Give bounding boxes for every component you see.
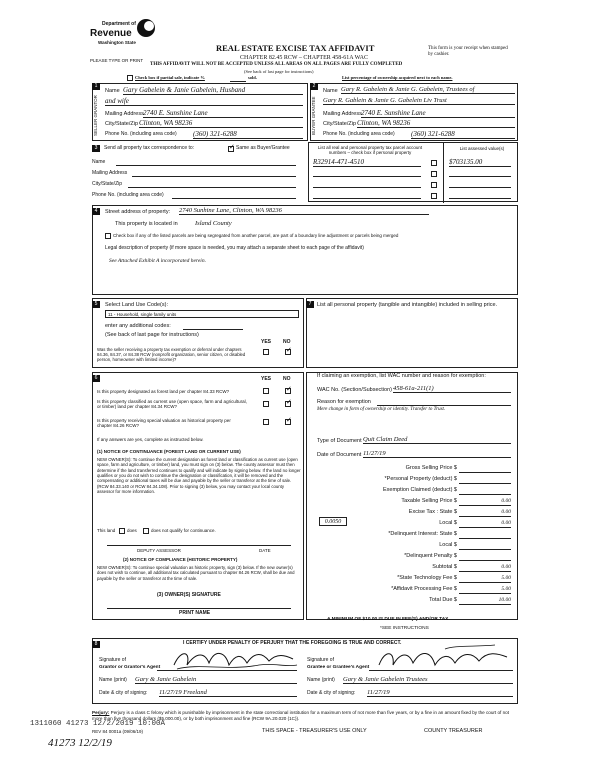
personal-property-checkbox-2[interactable] <box>431 171 437 177</box>
yes-header: YES <box>261 339 272 345</box>
section-7-number: 7 <box>306 301 314 308</box>
historic-no-checkbox[interactable] <box>285 419 291 425</box>
tax-line-label: *Personal Property (deduct) $ <box>384 476 457 482</box>
notice-2-body: NEW OWNER(S): To continue special valuation as historic property, sign (3) below. If the new owner(s) does not wish to continue, all additional tax calculated pursuant to chapter 84.26 RCW, shall be due and payable by the seller or transferor at the time of sale. <box>97 565 295 581</box>
section-4-property <box>92 205 518 295</box>
tax-line-label: *Delinquent Penalty $ <box>404 553 457 559</box>
section-6-number: 6 <box>92 375 100 382</box>
street-address-field[interactable]: 2740 Sunhine Lane, Clinton, WA 98236 <box>179 207 429 215</box>
doc-date-field[interactable]: 11/27/19 <box>363 450 511 458</box>
section-3-correspondence <box>92 143 518 203</box>
partial-sale-label: Check box if partial sale, indicate % <box>135 75 205 80</box>
tax-line-value[interactable]: 5.00 <box>459 586 511 594</box>
tax-line-value[interactable]: 0.00 <box>459 564 511 572</box>
tax-line-label: Total Due $ <box>429 597 457 603</box>
exemption-yes-checkbox[interactable] <box>263 349 269 355</box>
buyer-side-label: BUYER GRANTEE <box>311 96 316 136</box>
form-chapter: CHAPTER 82.45 RCW – CHAPTER 458-61A WAC <box>240 55 368 61</box>
reason-line[interactable] <box>377 405 511 406</box>
seller-phone-label: Phone No. (including area code) <box>105 131 177 137</box>
form-warning: THIS AFFIDAVIT WILL NOT BE ACCEPTED UNLESS ALL AREAS ON ALL PAGES ARE FULLY COMPLETED <box>150 62 403 67</box>
land-does-not-checkbox[interactable] <box>143 528 149 534</box>
grantor-name-field[interactable]: Gary & Janie Gabelein <box>135 676 297 684</box>
partial-sale-sold: sold. <box>248 75 257 80</box>
owner-signature-line[interactable] <box>107 608 291 609</box>
tax-line-value[interactable] <box>459 553 511 561</box>
land-does-not-label: does not qualify for continuance. <box>151 528 216 533</box>
logo-dept: Department of <box>102 21 136 27</box>
section-8-tax <box>306 372 518 620</box>
correspondence-phone[interactable] <box>172 198 296 199</box>
see-instructions-note: *SEE INSTRUCTIONS <box>380 626 429 631</box>
no-header-6: NO <box>283 376 291 382</box>
tax-line-label: Local $ <box>439 542 457 548</box>
tax-line-label: Local $ <box>439 520 457 526</box>
assessed-value-3[interactable] <box>449 187 511 188</box>
reason-label: Reason for exemption <box>317 399 371 405</box>
tax-line <box>307 597 519 609</box>
grantee-sig-label: Signature of <box>307 657 334 663</box>
tax-line-label: Taxable Selling Price $ <box>401 498 457 504</box>
notice-1-body: NEW OWNER(S): To continue the current designation as forest land or classification as current use (open space, farm and agriculture, or timber) land, you must sign on (3) below. The county assessor must then determine if the land transferred continues to qualify and will indicate by signing below. If the land no longer qualifies or you do not wish to continue the designation or classification, it will be removed and the compensating or additional taxes will be due and payable by the seller or transferor at the time of sale. (RCW 84.33.140 or RCW 84.34.108). Prior to signing (3) below, you may contact your local county assessor for more information. <box>97 457 301 495</box>
current-use-yes-checkbox[interactable] <box>263 401 269 407</box>
doc-type-field[interactable]: Quit Claim Deed <box>363 436 511 444</box>
located-label: This property is located in <box>115 221 178 227</box>
tax-line-value[interactable]: 0.00 <box>459 509 511 517</box>
parcel-table <box>308 142 518 202</box>
seller-name-label: Name <box>105 88 120 94</box>
forest-land-question: Is this property designated as forest land per chapter 84.33 RCW? <box>97 389 230 394</box>
grantor-sig-label: Signature of <box>99 657 126 663</box>
grantor-date-field[interactable]: 11/27/19 Freeland <box>159 689 297 697</box>
grantee-name-label: Name (print) <box>307 677 335 683</box>
grantor-signature-image <box>169 645 299 675</box>
buyer-city-field[interactable]: Clinton, WA 98236 <box>357 119 515 128</box>
logo-state: Washington State <box>98 40 136 45</box>
buyer-phone-label: Phone No. (including area code) <box>323 131 395 137</box>
personal-property-checkbox-3[interactable] <box>431 182 437 188</box>
buyer-city-label: City/State/Zip <box>323 121 357 127</box>
same-as-buyer-label: Same as Buyer/Grantee <box>236 145 290 151</box>
parcel-number-4[interactable] <box>313 198 421 199</box>
current-use-no-checkbox[interactable] <box>285 401 291 407</box>
no-header: NO <box>283 339 291 345</box>
tax-line-label: *State Technology Fee $ <box>397 575 457 581</box>
tax-line-value[interactable] <box>459 476 511 484</box>
buyer-name-field[interactable]: Gary R. Gabelein & Janie G. Gabelein, Trustees of <box>341 86 515 94</box>
section-6-designation <box>92 372 304 620</box>
tax-line-value[interactable]: 5.00 <box>459 575 511 583</box>
grantor-name-label: Name (print) <box>99 677 127 683</box>
form-revision: REV 84 0001a (09/06/19) <box>92 729 144 734</box>
section-4-number: 4 <box>92 208 100 215</box>
seller-name-field[interactable]: Gary Gabelein & Janie Gabelein, Husband <box>123 86 303 95</box>
logo <box>88 18 158 48</box>
assessed-value-2[interactable] <box>449 176 511 177</box>
tax-line-value[interactable]: 0.00 <box>459 520 511 528</box>
print-name-label: PRINT NAME <box>179 610 211 616</box>
historic-question: Is this property receiving special valuation as historical property per chapter 84.26 RCW? <box>97 418 231 429</box>
additional-codes-label: enter any additional codes: <box>105 323 171 329</box>
wac-field[interactable]: 458-61a-211(1) <box>393 385 511 393</box>
deputy-assessor-line[interactable] <box>107 545 291 546</box>
forest-no-checkbox[interactable] <box>285 388 291 394</box>
deputy-assessor-label: DEPUTY ASSESSOR <box>137 548 181 553</box>
section-5-land-use <box>92 298 304 368</box>
buyer-phone-field[interactable]: (360) 321-6288 <box>411 130 515 139</box>
tax-line-value[interactable] <box>459 465 511 473</box>
land-use-see-back: (See back of last page for instructions) <box>105 332 199 338</box>
grantee-date-label: Date & city of signing: <box>307 690 356 696</box>
parcel-number-1[interactable]: R32914-471-4510 <box>313 158 421 167</box>
legal-description-field[interactable]: See Attached Exhibit A incorporated herein. <box>109 258 206 264</box>
personal-property-checkbox-4[interactable] <box>431 193 437 199</box>
buyer-name-field-2[interactable]: Gary R. Gablein & Janie G. Gabelein Liv Trust <box>323 97 515 105</box>
assessed-value-1[interactable]: $703135.00 <box>449 158 511 167</box>
partial-sale-checkbox[interactable] <box>127 75 133 81</box>
section-7-personal-property <box>306 298 518 368</box>
section-2-number: 2 <box>310 83 318 90</box>
minimum-due-note: A MINIMUM OF $10.00 IS DUE IN FEE(S) AND/OR TAX <box>327 617 449 622</box>
correspondence-name[interactable] <box>116 165 296 166</box>
see-back-note: (See back of last page for instructions) <box>244 69 314 74</box>
seller-addr-label: Mailing Address <box>105 111 144 117</box>
buyer-addr-label: Mailing Address <box>323 111 362 117</box>
send-correspondence-label: Send all property tax correspondence to: <box>104 145 195 151</box>
wac-label: WAC No. (Section/Subsection) <box>317 387 392 393</box>
grantor-date-label: Date & city of signing: <box>99 690 148 696</box>
parcel-divider <box>443 143 444 203</box>
section-2-buyer <box>310 83 518 141</box>
buyer-name-label: Name <box>323 88 338 94</box>
forest-yes-checkbox[interactable] <box>263 388 269 394</box>
county-treasurer-label: COUNTY TREASURER <box>424 728 483 734</box>
land-does-label: does <box>127 528 137 533</box>
parcel-number-2[interactable] <box>313 176 421 177</box>
correspondence-city[interactable] <box>128 187 296 188</box>
additional-codes-field[interactable] <box>183 329 243 330</box>
grantor-agent-label: Grantor or Grantor's Agent <box>99 665 161 670</box>
receipt-note: This form is your receipt when stamped by cashier. <box>428 46 508 57</box>
handwritten-note: 41273 12/2/19 <box>48 737 112 749</box>
current-use-question: Is this property classified as current use (open space, farm and agricultural, or timber) land per chapter 84.34 RCW? <box>97 399 247 410</box>
tax-line-label: Exemption Claimed (deduct) $ <box>383 487 457 493</box>
treasurer-space-label: THIS SPACE - TREASURER'S USE ONLY <box>262 728 367 734</box>
certify-statement: I CERTIFY UNDER PENALTY OF PERJURY THAT THE FOREGOING IS TRUE AND CORRECT. <box>183 640 402 646</box>
section-1-number: 1 <box>92 83 100 90</box>
if-yes-note: If any answers are yes, complete as instructed below. <box>97 437 204 442</box>
grantee-agent-label: Grantee or Grantee's Agent <box>307 665 370 670</box>
street-address-label: Street address of property: <box>105 209 171 215</box>
section-3-number: 3 <box>92 145 100 152</box>
revenue-logo-icon <box>136 18 156 38</box>
city-label: City/State/Zip <box>92 181 123 187</box>
tax-line-label: Gross Selling Price $ <box>405 465 457 471</box>
exemption-no-checkbox[interactable] <box>285 349 291 355</box>
seller-side-label: SELLER GRANTOR <box>93 95 98 137</box>
yes-header-6: YES <box>261 376 272 382</box>
recording-stamp: 1311060 41273 12/2/2019 10:00A <box>30 720 166 728</box>
perjury-text: Perjury is a class C felony which is punishable by imprisonment in the state correctional institution for a maximum term of not more than five years, or by a fine in an amount fixed by the court of not more than five thousand dollars ($5,000.00), or by both imprisonment and fine (RCW 9A.20.020 (1C)). <box>92 710 509 721</box>
type-print-note: PLEASE TYPE OR PRINT <box>90 58 144 63</box>
partial-sale-percent[interactable] <box>230 81 246 82</box>
grantee-signature-image <box>375 643 511 673</box>
deputy-date-label: DATE <box>259 548 271 553</box>
notice-1-title: (1) NOTICE OF CONTINUANCE (FOREST LAND OR CURRENT USE) <box>97 449 241 454</box>
legal-description-label: Legal description of property (if more space is needed, you may attach a separate sheet to each page of the affidavit) <box>105 245 364 251</box>
doc-type-label: Type of Document <box>317 438 362 444</box>
land-use-select[interactable]: 11 - Household, single family units <box>105 310 299 318</box>
this-land-label: This land <box>97 528 116 533</box>
parcel-number-3[interactable] <box>313 187 421 188</box>
segregated-label: Check box if any of the listed parcels are being segregated from another parcel, are part of a boundary line adjustment or parcels being merged <box>113 233 399 238</box>
owner-signature-label: (3) OWNER(S) SIGNATURE <box>157 592 221 598</box>
grantee-name-field[interactable]: Gary & Janie Gabelein Trustees <box>343 676 513 684</box>
seller-name-field-2[interactable]: and wife <box>105 97 303 106</box>
tax-line-label: *Delinquent Interest: State $ <box>388 531 457 537</box>
local-rate-box[interactable]: 0.0050 <box>319 517 347 526</box>
assessed-value-4[interactable] <box>449 198 511 199</box>
personal-property-checkbox-1[interactable] <box>431 160 437 166</box>
personal-property-label: List all personal property (tangible and intangible) included in selling price. <box>317 302 498 308</box>
historic-yes-checkbox[interactable] <box>263 419 269 425</box>
correspondence-addr[interactable] <box>132 176 296 177</box>
section-5-number: 5 <box>92 301 100 308</box>
doc-date-label: Date of Document <box>317 452 362 458</box>
claim-exemption-label: If claiming an exemption, list WAC number and reason for exemption: <box>317 373 486 379</box>
assessed-header: List assessed value(s) <box>459 146 505 151</box>
seller-addr-field[interactable]: 2740 E. Sunshine Lane <box>143 109 303 118</box>
buyer-addr-field[interactable]: 2740 E. Sunshine Lane <box>361 109 515 118</box>
name-label: Name <box>92 159 106 165</box>
reason-field[interactable]: Mere change in form of ownership or identity. Transfer to Trust. <box>317 407 446 412</box>
mailing-address-label: Mailing Address <box>92 170 128 176</box>
perjury-label: Perjury: <box>92 710 110 715</box>
phone-label: Phone No. (including area code) <box>92 192 164 198</box>
ownership-note: List percentage of ownership acquired next to each name. <box>342 75 453 80</box>
tax-line-label: Subtotal $ <box>432 564 457 570</box>
form-title: REAL ESTATE EXCISE TAX AFFIDAVIT <box>216 43 375 53</box>
grantee-date-field[interactable]: 11/27/19 <box>367 689 513 697</box>
parcel-header: List all real and personal property tax parcel account numbers – check box if personal property <box>317 145 423 156</box>
tax-line-value[interactable] <box>459 487 511 495</box>
same-as-buyer-checkbox[interactable] <box>228 146 234 152</box>
tax-line-value[interactable] <box>459 531 511 539</box>
logo-name: Revenue <box>90 28 132 39</box>
seller-phone-field[interactable]: (360) 321-6288 <box>193 130 303 139</box>
seller-city-label: City/State/Zip <box>105 121 139 127</box>
section-9-number: 8 <box>92 641 100 648</box>
tax-line-label: *Affidavit Processing Fee $ <box>391 586 457 592</box>
seller-city-field[interactable]: Clinton, WA 98236 <box>139 119 303 128</box>
section-9-signature <box>92 638 518 704</box>
county-field[interactable]: Island County <box>195 220 232 227</box>
exemption-question: Was the seller receiving a property tax exemption or deferral under chapters 84.36, 84.37, or 84.38 RCW (nonprofit organization, senior citizen, or disabled person, homeowner with limited income)? <box>97 347 246 362</box>
segregated-checkbox[interactable] <box>105 233 111 239</box>
notice-2-title: (2) NOTICE OF COMPLIANCE (HISTORIC PROPERTY) <box>123 557 238 562</box>
land-does-checkbox[interactable] <box>119 528 125 534</box>
tax-line-value[interactable]: 0.00 <box>459 498 511 506</box>
tax-line-label: Excise Tax : State $ <box>408 509 457 515</box>
tax-line-value[interactable] <box>459 542 511 550</box>
land-use-label: Select Land Use Code(s): <box>105 302 168 308</box>
section-1-seller <box>92 83 308 141</box>
tax-line-value[interactable]: 10.00 <box>459 597 511 605</box>
